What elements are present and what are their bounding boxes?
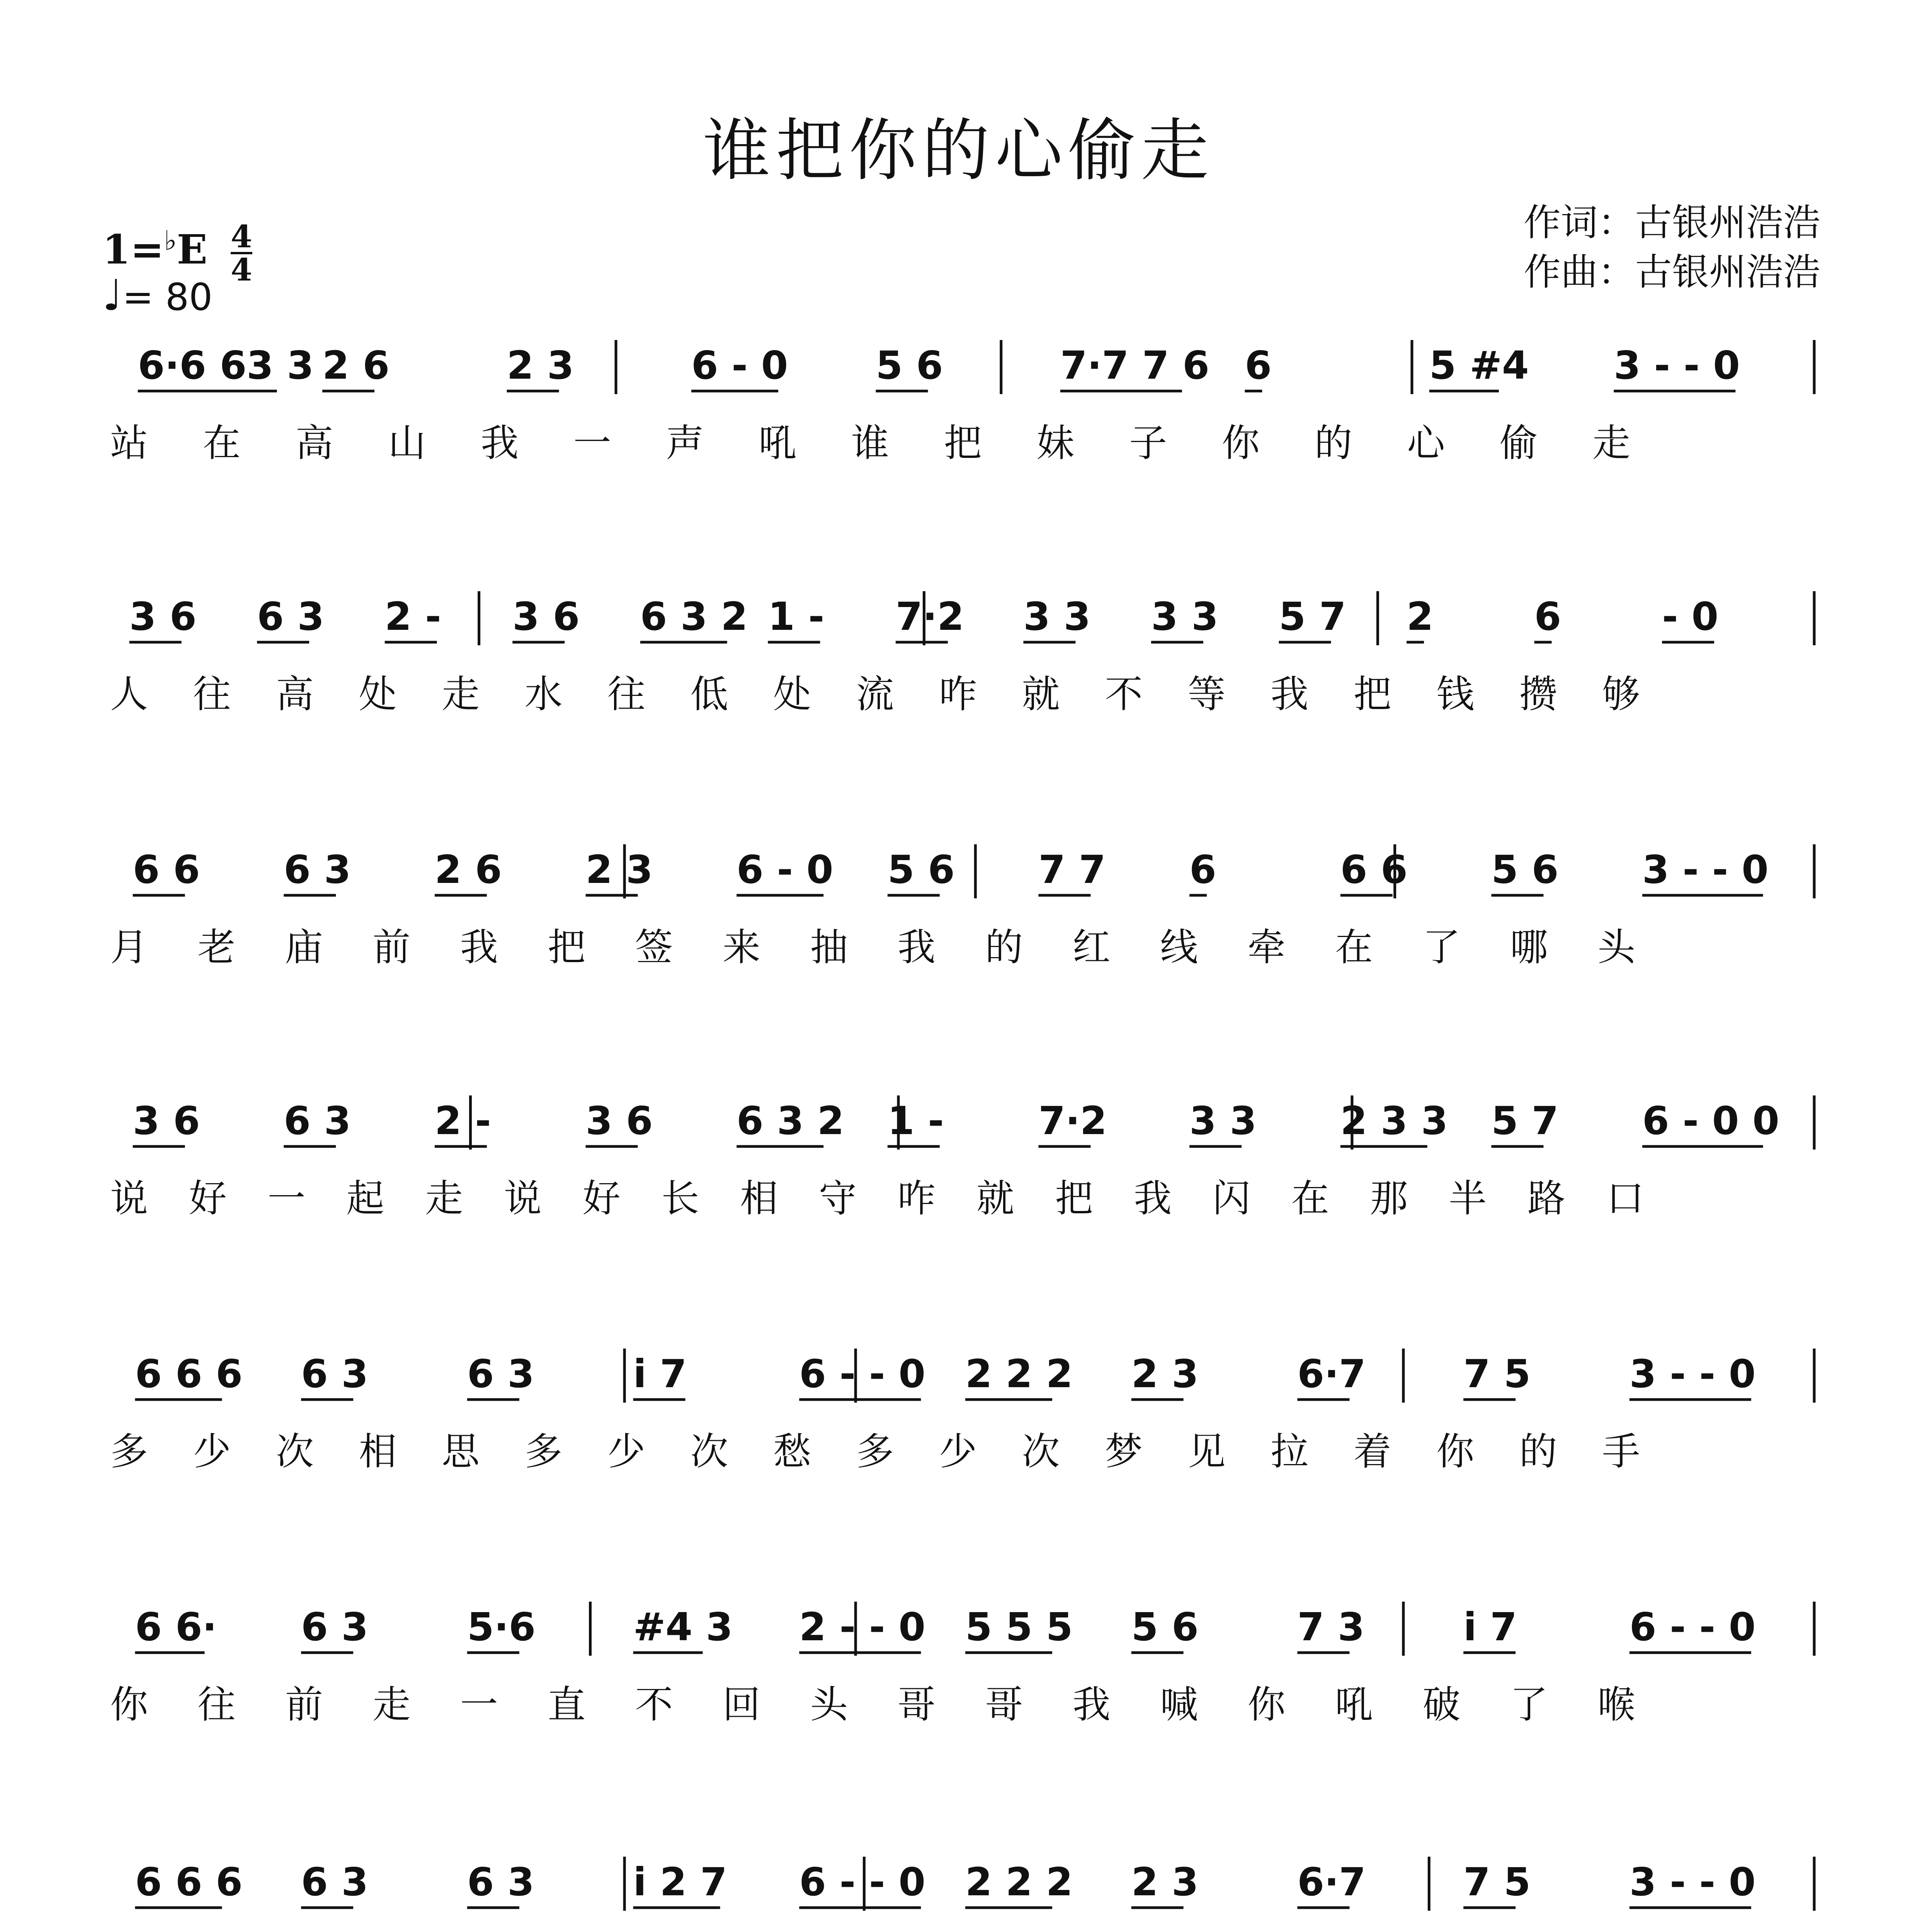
lyric-char: 往 xyxy=(197,1683,236,1727)
lyric-char: 处 xyxy=(359,672,397,716)
key-prefix: 1= xyxy=(102,226,164,274)
note-group: 2 2 2 xyxy=(965,1351,1073,1396)
lyric-char: 水 xyxy=(524,672,563,716)
lyric-char: 够 xyxy=(1602,672,1640,716)
lyric-char: 走 xyxy=(373,1683,411,1727)
note-group: 7 7 xyxy=(1038,847,1106,892)
lyric-char: 一 xyxy=(460,1683,498,1727)
lyric-char: 谁 xyxy=(851,421,889,465)
lyric-char: 多 xyxy=(856,1430,894,1474)
note-group: 6 3 2 xyxy=(737,1098,844,1143)
lyric-char: 的 xyxy=(1314,421,1352,465)
lyric-char: 的 xyxy=(1519,1430,1557,1474)
lyric-char: 我 xyxy=(1072,1683,1111,1727)
note-group: 6 - 0 xyxy=(737,847,833,892)
lyric-char: 闪 xyxy=(1212,1177,1250,1221)
lyric-char: 不 xyxy=(1105,672,1143,716)
note-group: 6 6 xyxy=(1340,847,1408,892)
lyric-char: 相 xyxy=(740,1177,778,1221)
lyric-char: 说 xyxy=(110,1177,148,1221)
lyric-char: 往 xyxy=(607,672,646,716)
lyric-char: 在 xyxy=(202,421,241,465)
lyric-char: 起 xyxy=(346,1177,384,1221)
time-top: 4 xyxy=(231,218,252,255)
lyric-char: 庙 xyxy=(285,925,323,969)
lyric-char: 我 xyxy=(1271,672,1309,716)
note-group: 6·7 xyxy=(1297,1351,1366,1396)
lyric-char: 签 xyxy=(635,925,673,969)
lyric-char: 相 xyxy=(359,1430,397,1474)
note-group: 6 3 xyxy=(467,1351,534,1396)
note-group: 2 6 xyxy=(322,343,390,388)
lyric-char: 前 xyxy=(285,1683,323,1727)
note-group: 3 - - 0 xyxy=(1614,343,1740,388)
note-group: 5 5 5 xyxy=(965,1604,1073,1650)
lyric-char: 前 xyxy=(373,925,411,969)
lyric-char: 走 xyxy=(425,1177,463,1221)
lyric-char: 直 xyxy=(548,1683,586,1727)
lyric-char: 妹 xyxy=(1036,421,1075,465)
lyric-char: 少 xyxy=(939,1430,977,1474)
note-group: 3 3 xyxy=(1189,1098,1257,1143)
note-group: 6 - 0 xyxy=(691,343,788,388)
note-group: 6 xyxy=(1189,847,1216,892)
note-group: i 2 7 xyxy=(633,1859,727,1905)
note-group: 6 6· xyxy=(135,1604,217,1650)
note-group: 6 3 xyxy=(257,594,325,639)
lyric-char: 月 xyxy=(110,925,148,969)
lyric-char: 你 xyxy=(110,1683,148,1727)
lyric-char: 线 xyxy=(1160,925,1198,969)
lyric-char: 偷 xyxy=(1500,421,1538,465)
lyric-char: 回 xyxy=(722,1683,760,1727)
note-group: 6 3 xyxy=(284,847,351,892)
lyric-char: 咋 xyxy=(897,1177,936,1221)
lyric-char: 走 xyxy=(442,672,480,716)
flat-sign: ♭ xyxy=(164,224,177,257)
lyric-char: 破 xyxy=(1422,1683,1461,1727)
key-letter: E xyxy=(177,226,208,274)
lyric-char: 走 xyxy=(1592,421,1630,465)
note-group: 6 6 6 xyxy=(135,1351,243,1396)
note-group: 6 3 xyxy=(284,1098,351,1143)
note-group: 3 6 xyxy=(133,1098,200,1143)
lyric-char: 不 xyxy=(635,1683,673,1727)
note-group: 1 - xyxy=(768,594,825,639)
note-group: 7·2 xyxy=(1038,1098,1107,1143)
lyric-char: 的 xyxy=(985,925,1023,969)
note-group: 1 - xyxy=(887,1098,944,1143)
note-group: 3 6 xyxy=(585,1098,653,1143)
lyric-char: 子 xyxy=(1129,421,1167,465)
lyric-char: 好 xyxy=(582,1177,621,1221)
lyric-char: 着 xyxy=(1353,1430,1391,1474)
lyric-char: 牵 xyxy=(1247,925,1286,969)
note-group: 5 7 xyxy=(1491,1098,1559,1143)
lyric-char: 咋 xyxy=(939,672,977,716)
lyric-char: 就 xyxy=(976,1177,1014,1221)
lyric-char: 我 xyxy=(460,925,498,969)
lyric-char: 等 xyxy=(1187,672,1226,716)
lyric-char: 山 xyxy=(388,421,426,465)
note-group: 6 - - 0 xyxy=(799,1351,925,1396)
note-group: 7 5 xyxy=(1463,1859,1531,1905)
quarter-note-icon: ♩ xyxy=(102,270,122,320)
lyric-char: 拉 xyxy=(1271,1430,1309,1474)
lyric-char: 喊 xyxy=(1160,1683,1198,1727)
note-group: 3 - - 0 xyxy=(1642,847,1769,892)
note-group: 6 3 xyxy=(467,1859,534,1905)
lyric-char: 头 xyxy=(810,1683,848,1727)
lyricist-credit: 作词：古银州浩浩 xyxy=(1524,201,1820,244)
note-group: 2 - xyxy=(434,1098,491,1143)
song-title: 谁把你的心偷走 xyxy=(703,112,1214,190)
note-group: - 0 xyxy=(1662,594,1719,639)
lyric-char: 思 xyxy=(442,1430,480,1474)
lyric-char: 次 xyxy=(276,1430,314,1474)
lyric-char: 老 xyxy=(197,925,236,969)
lyric-char: 喉 xyxy=(1597,1683,1636,1727)
lyric-char: 处 xyxy=(773,672,811,716)
note-group: 7 5 xyxy=(1463,1351,1531,1396)
lyric-char: 守 xyxy=(819,1177,857,1221)
note-group: 5 6 xyxy=(887,847,955,892)
lyric-char: 站 xyxy=(110,421,148,465)
note-group: 7 3 xyxy=(1297,1604,1365,1650)
lyric-char: 我 xyxy=(1134,1177,1172,1221)
note-group: 6 3 xyxy=(301,1351,369,1396)
lyric-char: 高 xyxy=(295,421,333,465)
lyric-char: 心 xyxy=(1407,421,1445,465)
lyric-char: 愁 xyxy=(773,1430,811,1474)
note-group: 7·7 7 6 xyxy=(1060,343,1209,388)
note-group: 2 3 xyxy=(507,343,574,388)
lyric-char: 一 xyxy=(267,1177,306,1221)
lyric-char: 往 xyxy=(193,672,231,716)
note-group: i 7 xyxy=(633,1351,687,1396)
lyric-char: 头 xyxy=(1597,925,1636,969)
lyric-char: 你 xyxy=(1247,1683,1286,1727)
note-group: 2 3 xyxy=(585,847,653,892)
note-group: 6·6 63 3 xyxy=(138,343,314,388)
lyric-char: 就 xyxy=(1022,672,1060,716)
lyric-char: 少 xyxy=(607,1430,646,1474)
lyric-char: 口 xyxy=(1606,1177,1644,1221)
note-group: #4 3 xyxy=(633,1604,733,1650)
lyric-char: 来 xyxy=(722,925,760,969)
note-group: 6 - - 0 xyxy=(1629,1604,1756,1650)
note-group: 2 2 2 xyxy=(965,1859,1073,1905)
lyric-char: 路 xyxy=(1527,1177,1566,1221)
lyric-char: 哥 xyxy=(897,1683,936,1727)
lyric-char: 哪 xyxy=(1510,925,1548,969)
note-group: 6 3 2 xyxy=(640,594,748,639)
lyric-char: 红 xyxy=(1072,925,1111,969)
lyric-char: 抽 xyxy=(810,925,848,969)
lyric-char: 说 xyxy=(503,1177,542,1221)
note-group: 7·2 xyxy=(895,594,964,639)
lyric-char: 把 xyxy=(1055,1177,1093,1221)
note-group: 3 - - 0 xyxy=(1629,1351,1756,1396)
lyric-char: 次 xyxy=(1022,1430,1060,1474)
lyric-char: 我 xyxy=(897,925,936,969)
lyric-char: 见 xyxy=(1187,1430,1226,1474)
lyric-char: 你 xyxy=(1436,1430,1475,1474)
note-group: 2 3 xyxy=(1131,1859,1199,1905)
note-group: 6·7 xyxy=(1297,1859,1366,1905)
note-group: i 7 xyxy=(1463,1604,1517,1650)
lyric-char: 你 xyxy=(1221,421,1260,465)
lyric-char: 次 xyxy=(690,1430,728,1474)
lyric-char: 那 xyxy=(1370,1177,1408,1221)
lyric-char: 吼 xyxy=(1335,1683,1373,1727)
note-group: 2 3 3 xyxy=(1340,1098,1448,1143)
lyric-char: 人 xyxy=(110,672,148,716)
note-group: 6 - - 0 xyxy=(799,1859,925,1905)
lyric-char: 梦 xyxy=(1105,1430,1143,1474)
lyric-char: 把 xyxy=(1353,672,1391,716)
lyric-char: 半 xyxy=(1449,1177,1487,1221)
note-group: 6 3 xyxy=(301,1604,369,1650)
note-group: 2 - - 0 xyxy=(799,1604,925,1650)
note-group: 5 6 xyxy=(1491,847,1559,892)
tempo-value: = 80 xyxy=(122,276,213,319)
note-group: 5·6 xyxy=(467,1604,536,1650)
lyric-char: 多 xyxy=(524,1430,563,1474)
note-group: 3 6 xyxy=(512,594,580,639)
note-group: 5 #4 xyxy=(1429,343,1529,388)
lyric-char: 吼 xyxy=(759,421,797,465)
time-bottom: 4 xyxy=(231,252,252,288)
note-group: 6 6 xyxy=(133,847,200,892)
lyric-char: 声 xyxy=(666,421,704,465)
lyric-char: 在 xyxy=(1335,925,1373,969)
note-group: 3 - - 0 xyxy=(1629,1859,1756,1905)
lyric-char: 流 xyxy=(856,672,894,716)
note-group: 5 7 xyxy=(1279,594,1346,639)
note-group: 6 xyxy=(1534,594,1561,639)
lyric-char: 哥 xyxy=(985,1683,1023,1727)
note-group: 3 3 xyxy=(1023,594,1091,639)
lyric-char: 手 xyxy=(1602,1430,1640,1474)
lyric-char: 低 xyxy=(690,672,728,716)
note-group: 6 3 xyxy=(301,1859,369,1905)
note-group: 6 6 6 xyxy=(135,1859,243,1905)
lyric-char: 了 xyxy=(1422,925,1461,969)
note-group: 5 6 xyxy=(1131,1604,1199,1650)
note-group: 2 - xyxy=(384,594,441,639)
note-group: 3 6 xyxy=(129,594,197,639)
note-group: 5 6 xyxy=(876,343,943,388)
lyric-char: 钱 xyxy=(1436,672,1475,716)
note-group: 2 6 xyxy=(434,847,502,892)
note-group: 6 - 0 0 xyxy=(1642,1098,1779,1143)
lyric-char: 在 xyxy=(1291,1177,1329,1221)
note-group: 3 3 xyxy=(1151,594,1218,639)
lyric-char: 少 xyxy=(193,1430,231,1474)
lyric-char: 高 xyxy=(276,672,314,716)
lyric-char: 把 xyxy=(944,421,982,465)
lyric-char: 多 xyxy=(110,1430,148,1474)
note-group: 2 3 xyxy=(1131,1351,1199,1396)
composer-credit: 作曲：古银州浩浩 xyxy=(1524,250,1820,294)
lyric-char: 好 xyxy=(189,1177,227,1221)
lyric-char: 了 xyxy=(1510,1683,1548,1727)
lyric-char: 攒 xyxy=(1519,672,1557,716)
lyric-char: 一 xyxy=(573,421,611,465)
note-group: 2 xyxy=(1407,594,1434,639)
lyric-char: 把 xyxy=(548,925,586,969)
lyric-char: 我 xyxy=(480,421,519,465)
note-group: 6 xyxy=(1245,343,1272,388)
lyric-char: 长 xyxy=(661,1177,699,1221)
